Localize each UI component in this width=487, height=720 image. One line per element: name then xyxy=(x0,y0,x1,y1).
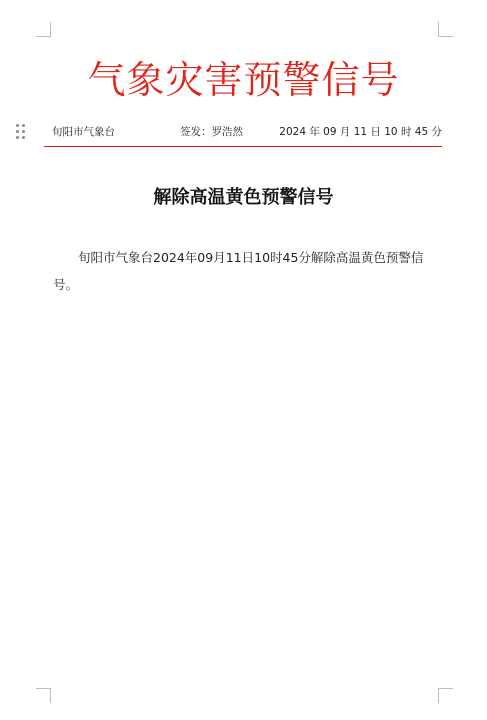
issue-time-label: 2024 年 09 月 11 日 10 时 45 分 xyxy=(279,126,442,138)
document-body[interactable]: 旬阳市气象台2024年09月11日10时45分解除高温黄色预警信号。 xyxy=(53,250,424,292)
header-divider xyxy=(44,146,442,147)
masthead-title: 气象灾害预警信号 xyxy=(87,58,400,102)
meta-row xyxy=(52,124,442,140)
crop-mark-top-left xyxy=(36,22,51,37)
signer-label: 签发：罗浩然 xyxy=(180,126,243,138)
document-title: 解除高温黄色预警信号 xyxy=(153,187,334,208)
crop-mark-top-right xyxy=(438,22,453,37)
crop-mark-bottom-left xyxy=(36,688,51,703)
crop-mark-bottom-right xyxy=(438,688,453,703)
drag-handle-icon[interactable] xyxy=(16,124,26,140)
issuer-label: 旬阳市气象台 xyxy=(52,126,115,138)
